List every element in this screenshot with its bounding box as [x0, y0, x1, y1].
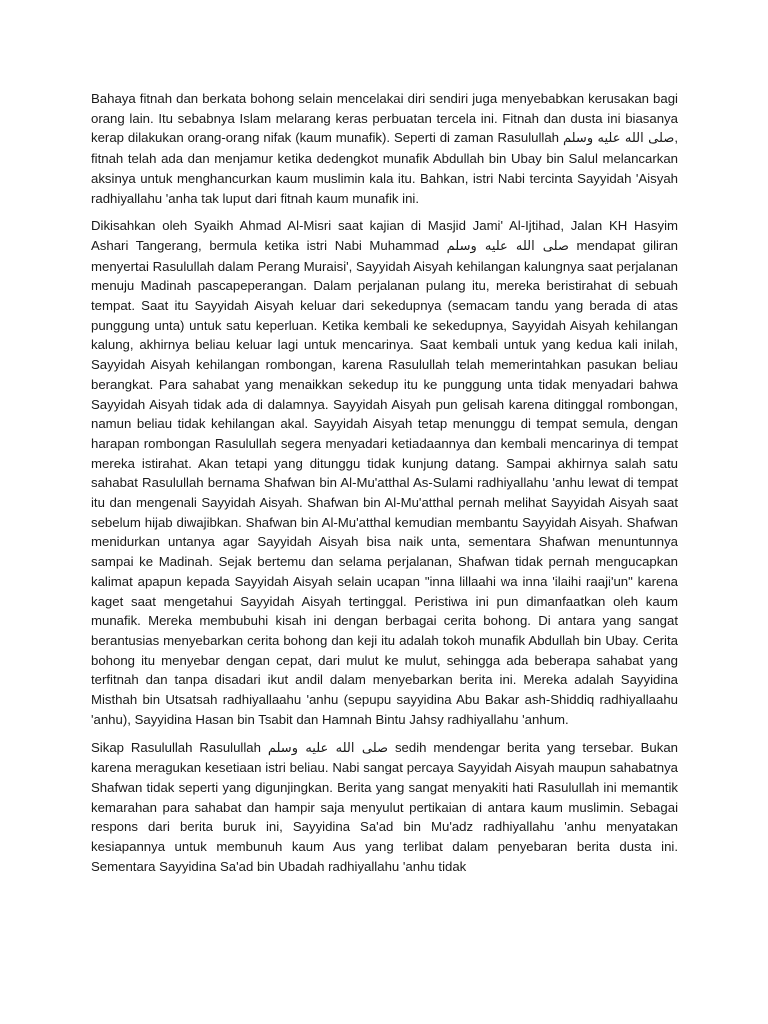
paragraph-2 — [91, 216, 678, 729]
paragraph-1-text: Bahaya fitnah dan berkata bohong selain mencelakai diri sendiri juga menyebabkan kerusakan bagi orang lain. Itu sebabnya Islam melarang keras perbuatan tercela ini. Fitnah dan dusta ini biasanya kerap dilakukan orang-orang nifak (kaum munafik). Seperti di zaman Rasulullah — [91, 91, 678, 146]
paragraph-1 — [91, 89, 678, 208]
paragraph-3 — [91, 738, 678, 877]
paragraph-2-text: Dikisahkan oleh Syaikh Ahmad Al-Misri saat kajian di Masjid Jami' Al-Ijtihad, Jalan KH Hasyim Ashari Tangerang, bermula ketika istri Nabi Muhammad — [91, 218, 678, 253]
document-page — [91, 89, 678, 884]
arabic-salawat: صلى الله عليه وسلم — [562, 131, 675, 147]
paragraph-3-text: Sikap Rasulullah Rasulullah — [91, 739, 268, 755]
paragraph-1-text-cont: , fitnah telah ada dan menjamur ketika dedengkot munafik Abdullah bin Ubay bin Salul melancarkan aksinya untuk menghancurkan kaum muslimin kala itu. Bahkan, istri Nabi tercinta Sayyidah 'Aisyah radhiyallahu 'anha tak luput dari fitnah kaum munafik ini. — [91, 130, 678, 206]
paragraph-2-text-cont: mendapat giliran menyertai Rasulullah dalam Perang Muraisi', Sayyidah Aisyah kehilangan kalungnya saat perjalanan menuju Madinah pascapeperangan. Dalam perjalanan pulang itu, mereka beristirahat di sebuah tempat. Saat itu Sayyidah Aisyah keluar dari sekedupnya (semacam tandu yang berada di atas punggung unta) untuk satu keperluan. Ketika kembali ke sekedupnya, Sayyidah Aisyah kehilangan kalung, akhirnya beliau keluar lagi untuk mencarinya. Saat kembali untuk yang kedua kali inilah, Sayyidah Aisyah kehilangan rombongan, karena Rasulullah telah memerintahkan pasukan beliau berangkat. Para sahabat yang menaikkan sekedup itu ke punggung unta tidak menyadari bahwa Sayyidah Aisyah tidak ada di dalamnya. Sayyidah Aisyah pun gelisah karena ditinggal rombongan, namun beliau tidak kehilangan akal. Sayyidah Aisyah tetap menunggu di tempat semula, dengan harapan rombongan Rasulullah segera menyadari ketiadaannya dan kembali mencarinya di tempat mereka istirahat. Akan tetapi yang ditunggu tidak kunjung datang. Sampai akhirnya salah satu sahabat Rasulullah bernama Shafwan bin Al-Mu'atthal As-Sulami radhiyallahu 'anhu lewat di tempat itu dan mengenali Sayyidah Aisyah. Shafwan bin Al-Mu'atthal pernah melihat Sayyidah Aisyah saat sebelum hijab diwajibkan. Shafwan bin Al-Mu'atthal kemudian membantu Sayyidah Aisyah. Shafwan menidurkan untanya agar Sayyidah Aisyah bisa naik unta, sementara Shafwan menuntunnya sampai ke Madinah. Sejak bertemu dan selama perjalanan, Shafwan tidak pernah mengucapkan kalimat apapun kepada Sayyidah Aisyah selain ucapan "inna lillaahi wa inna 'ilaihi raaji'un" karena kaget saat mengetahui Sayyidah Aisyah tertinggal. Peristiwa ini pun dimanfaatkan oleh kaum munafik. Mereka membubuhi kisah ini dengan berbagai cerita bohong. Di antara yang sangat berantusias menyebarkan cerita bohong dan keji itu adalah tokoh munafik Abdullah bin Ubay. Cerita bohong itu menyebar dengan cepat, dari mulut ke mulut, sehingga ada beberapa sahabat yang terfitnah dan tanpa disadari ikut andil dalam menyebarkan berita ini. Mereka adalah Sayyidina Misthah bin Utsatsah radhiyallaahu 'anhu (sepupu sayyidina Abu Bakar ash-Shiddiq radhiyallaahu 'anhu), Sayyidina Hasan bin Tsabit dan Hamnah Bintu Jahsy radhiyallahu 'anhum. — [91, 237, 678, 727]
arabic-salawat: صلى الله عليه وسلم — [446, 238, 569, 254]
paragraph-3-text-cont: sedih mendengar berita yang tersebar. Bukan karena meragukan kesetiaan istri beliau. Nabi sangat percaya Sayyidah Aisyah maupun sahabatnya Shafwan tidak seperti yang digunjingkan. Berita yang sangat menyakiti hati Rasulullah ini memantik kemarahan para sahabat dan hampir saja menyulut pertikaian di antara kaum muslimin. Sebagai respons dari berita buruk ini, Sayyidina Sa'ad bin Mu'adz radhiyallahu 'anhu menyatakan kesiapannya untuk membunuh kaum Aus yang terlibat dalam penyebaran berita dusta ini. Sementara Sayyidina Sa'ad bin Ubadah radhiyallahu 'anhu tidak — [91, 739, 678, 874]
arabic-salawat: صلى الله عليه وسلم — [267, 740, 389, 756]
